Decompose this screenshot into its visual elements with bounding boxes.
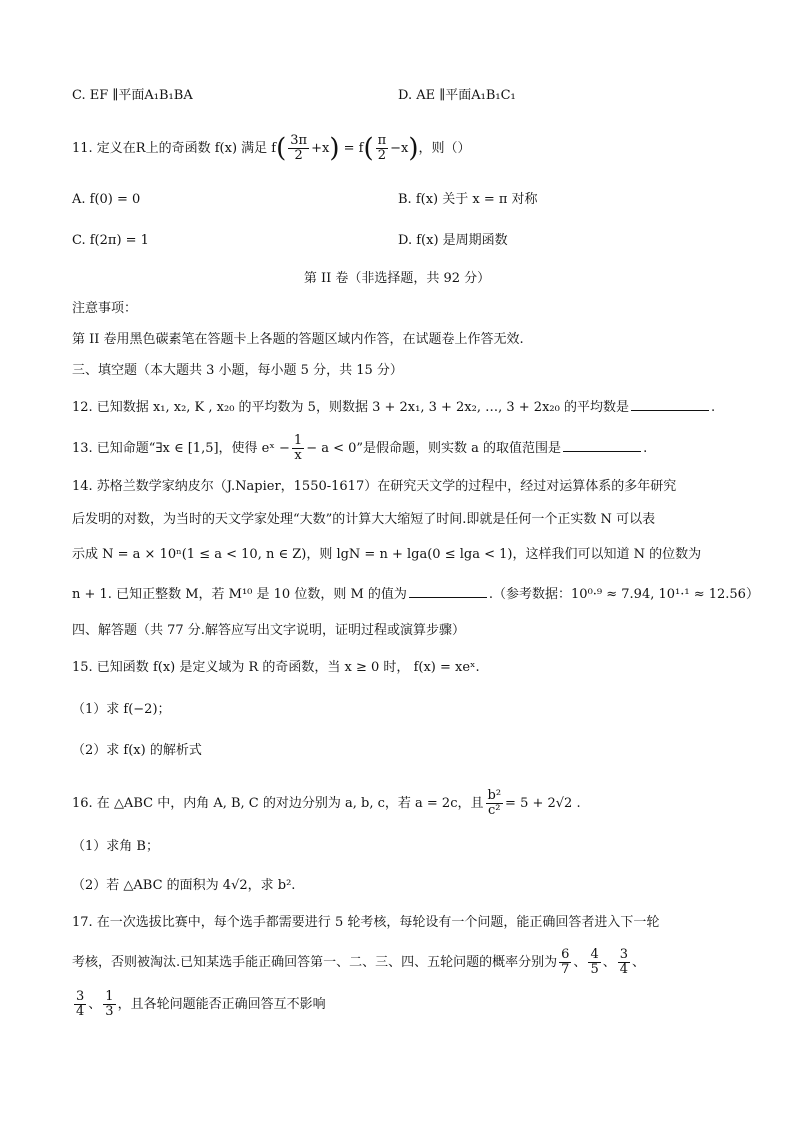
q17-p3-den: 4 bbox=[619, 962, 629, 977]
q17-p1-num: 6 bbox=[561, 947, 570, 962]
right-paren-2: ) bbox=[408, 133, 419, 164]
notice-body: 第 II 卷用黑色碳素笔在答题卡上各题的答题区域内作答，在试题卷上作答无效. bbox=[72, 332, 524, 347]
q17-sep-1: 、 bbox=[573, 955, 587, 970]
q13-frac-den: x bbox=[294, 448, 302, 463]
q15-stem: 15. 已知函数 f(x) 是定义域为 R 的奇函数，当 x ≥ 0 时， f(x) = xeˣ. bbox=[72, 660, 480, 675]
right-paren: ) bbox=[329, 133, 340, 164]
q17-prob-2 bbox=[588, 948, 600, 977]
q16-frac-den: c² bbox=[488, 803, 501, 818]
q16-sub-1: （1）求角 B； bbox=[72, 839, 159, 854]
q17-sep-4: 、 bbox=[88, 997, 102, 1012]
q15-sub-2: （2）求 f(x) 的解析式 bbox=[72, 743, 202, 758]
q17-p2-den: 5 bbox=[590, 962, 599, 977]
q13-line bbox=[72, 434, 647, 464]
q17-prob-5 bbox=[103, 990, 115, 1019]
q17-sep-3: 、 bbox=[632, 955, 646, 970]
left-paren: ( bbox=[276, 133, 287, 164]
q11-option-d: D. f(x) 是周期函数 bbox=[398, 233, 508, 248]
q14-answer-blank[interactable] bbox=[409, 585, 487, 598]
left-paren-2: ( bbox=[363, 133, 374, 164]
q17-p5-den: 3 bbox=[105, 1004, 114, 1019]
notice-heading: 注意事项： bbox=[72, 301, 138, 316]
q11-frac-2 bbox=[376, 134, 389, 163]
q16-frac-num: b² bbox=[487, 788, 502, 803]
q11-eq: = f bbox=[339, 141, 364, 156]
q17-sep-2: 、 bbox=[602, 955, 616, 970]
q17-p5-num: 1 bbox=[105, 989, 114, 1004]
q11-frac1-den: 2 bbox=[294, 148, 303, 163]
q16-stem bbox=[72, 788, 581, 820]
q12-end: . bbox=[710, 400, 716, 415]
q11-mid: +x bbox=[311, 141, 330, 156]
q17-p4-num: 3 bbox=[76, 989, 85, 1004]
q11-option-c: C. f(2π) = 1 bbox=[72, 233, 149, 248]
q14-line-3: 示成 N = a × 10ⁿ(1 ≤ a < 10, n ∈ Z)，则 lgN = n + lga(0 ≤ lga < 1)，这样我们可以知道 N 的位数为 bbox=[72, 547, 702, 562]
q15-sub-1: （1）求 f(−2)； bbox=[72, 702, 171, 717]
q17-line-2 bbox=[72, 946, 645, 980]
q16-sub-2: （2）若 △ABC 的面积为 4√2，求 b². bbox=[72, 878, 296, 893]
q16-prefix: 16. 在 △ABC 中，内角 A, B, C 的对边分别为 a, b, c，若 a = 2c，且 bbox=[72, 796, 484, 811]
section-2-title: 第 II 卷（非选择题，共 92 分） bbox=[303, 271, 491, 286]
q16-frac bbox=[486, 789, 504, 818]
q10-option-d: D. AE ∥平面A₁B₁C₁ bbox=[398, 88, 516, 103]
q17-line-2-text: 考核，否则被淘汰.已知某选手能正确回答第一、二、三、四、五轮问题的概率分别为 bbox=[72, 955, 558, 970]
q12-answer-blank[interactable] bbox=[631, 398, 709, 411]
part-3-heading: 三、填空题（本大题共 3 小题，每小题 5 分，共 15 分） bbox=[72, 363, 403, 378]
q17-prob-3 bbox=[618, 948, 630, 977]
q17-p4-den: 4 bbox=[76, 1004, 85, 1019]
q17-p2-num: 4 bbox=[590, 947, 599, 962]
q13-frac bbox=[292, 434, 304, 463]
q11-tail: −x bbox=[390, 141, 409, 156]
part-4-heading: 四、解答题（共 77 分.解答应写出文字说明，证明过程或演算步骤） bbox=[72, 623, 465, 638]
q16-suffix: = 5 + 2√2 . bbox=[505, 796, 581, 811]
q11-frac1-num: 3π bbox=[290, 133, 308, 148]
q13-prefix: 13. 已知命题“∃x ∈ [1,5]，使得 eˣ − bbox=[72, 441, 290, 456]
q13-frac-num: 1 bbox=[293, 433, 303, 448]
q17-line-3 bbox=[72, 988, 326, 1022]
q11-stem bbox=[72, 132, 471, 166]
q14-line-4 bbox=[72, 585, 759, 605]
q13-suffix: − a < 0”是假命题，则实数 a 的取值范围是 bbox=[306, 441, 562, 456]
q17-line-1: 17. 在一次选拔比赛中，每个选手都需要进行 5 轮考核，每轮设有一个问题，能正确回答者进入下一轮 bbox=[72, 915, 660, 930]
q11-stem-prefix: 11. 定义在R上的奇函数 f(x) 满足 f bbox=[72, 141, 277, 156]
q10-option-c: C. EF ∥平面A₁B₁BA bbox=[72, 88, 193, 103]
q11-end: ，则（） bbox=[418, 141, 471, 156]
q17-p3-num: 3 bbox=[619, 947, 629, 962]
q11-frac2-num: π bbox=[377, 133, 387, 148]
q17-line-3-tail: ，且各轮问题能否正确回答互不影响 bbox=[117, 997, 326, 1012]
q11-frac-1 bbox=[288, 134, 309, 163]
q17-prob-1 bbox=[559, 948, 571, 977]
q17-prob-4 bbox=[74, 990, 86, 1019]
q13-answer-blank[interactable] bbox=[563, 439, 641, 452]
q11-option-a: A. f(0) = 0 bbox=[72, 192, 141, 207]
q13-end: . bbox=[643, 441, 648, 456]
q14-line-4-a: n + 1. 已知正整数 M，若 M¹⁰ 是 10 位数，则 M 的值为 bbox=[72, 587, 407, 602]
q11-frac2-den: 2 bbox=[377, 148, 386, 163]
q12-line bbox=[72, 398, 715, 418]
q11-option-b: B. f(x) 关于 x = π 对称 bbox=[398, 192, 538, 207]
q14-line-1: 14. 苏格兰数学家纳皮尔（J.Napier，1550-1617）在研究天文学的过程中，经过对运算体系的多年研究 bbox=[72, 479, 677, 494]
q12-text: 12. 已知数据 x₁, x₂, K , x₂₀ 的平均数为 5，则数据 3 + 2x₁, 3 + 2x₂, …, 3 + 2x₂₀ 的平均数是 bbox=[72, 400, 629, 415]
q14-line-2: 后发明的对数，为当时的天文学家处理“大数”的计算大大缩短了时间.即就是任何一个正实数 N 可以表 bbox=[72, 512, 656, 527]
q14-line-4-b: .（参考数据：10⁰·⁹ ≈ 7.94, 10¹·¹ ≈ 12.56） bbox=[488, 587, 759, 602]
q17-p1-den: 7 bbox=[561, 962, 570, 977]
